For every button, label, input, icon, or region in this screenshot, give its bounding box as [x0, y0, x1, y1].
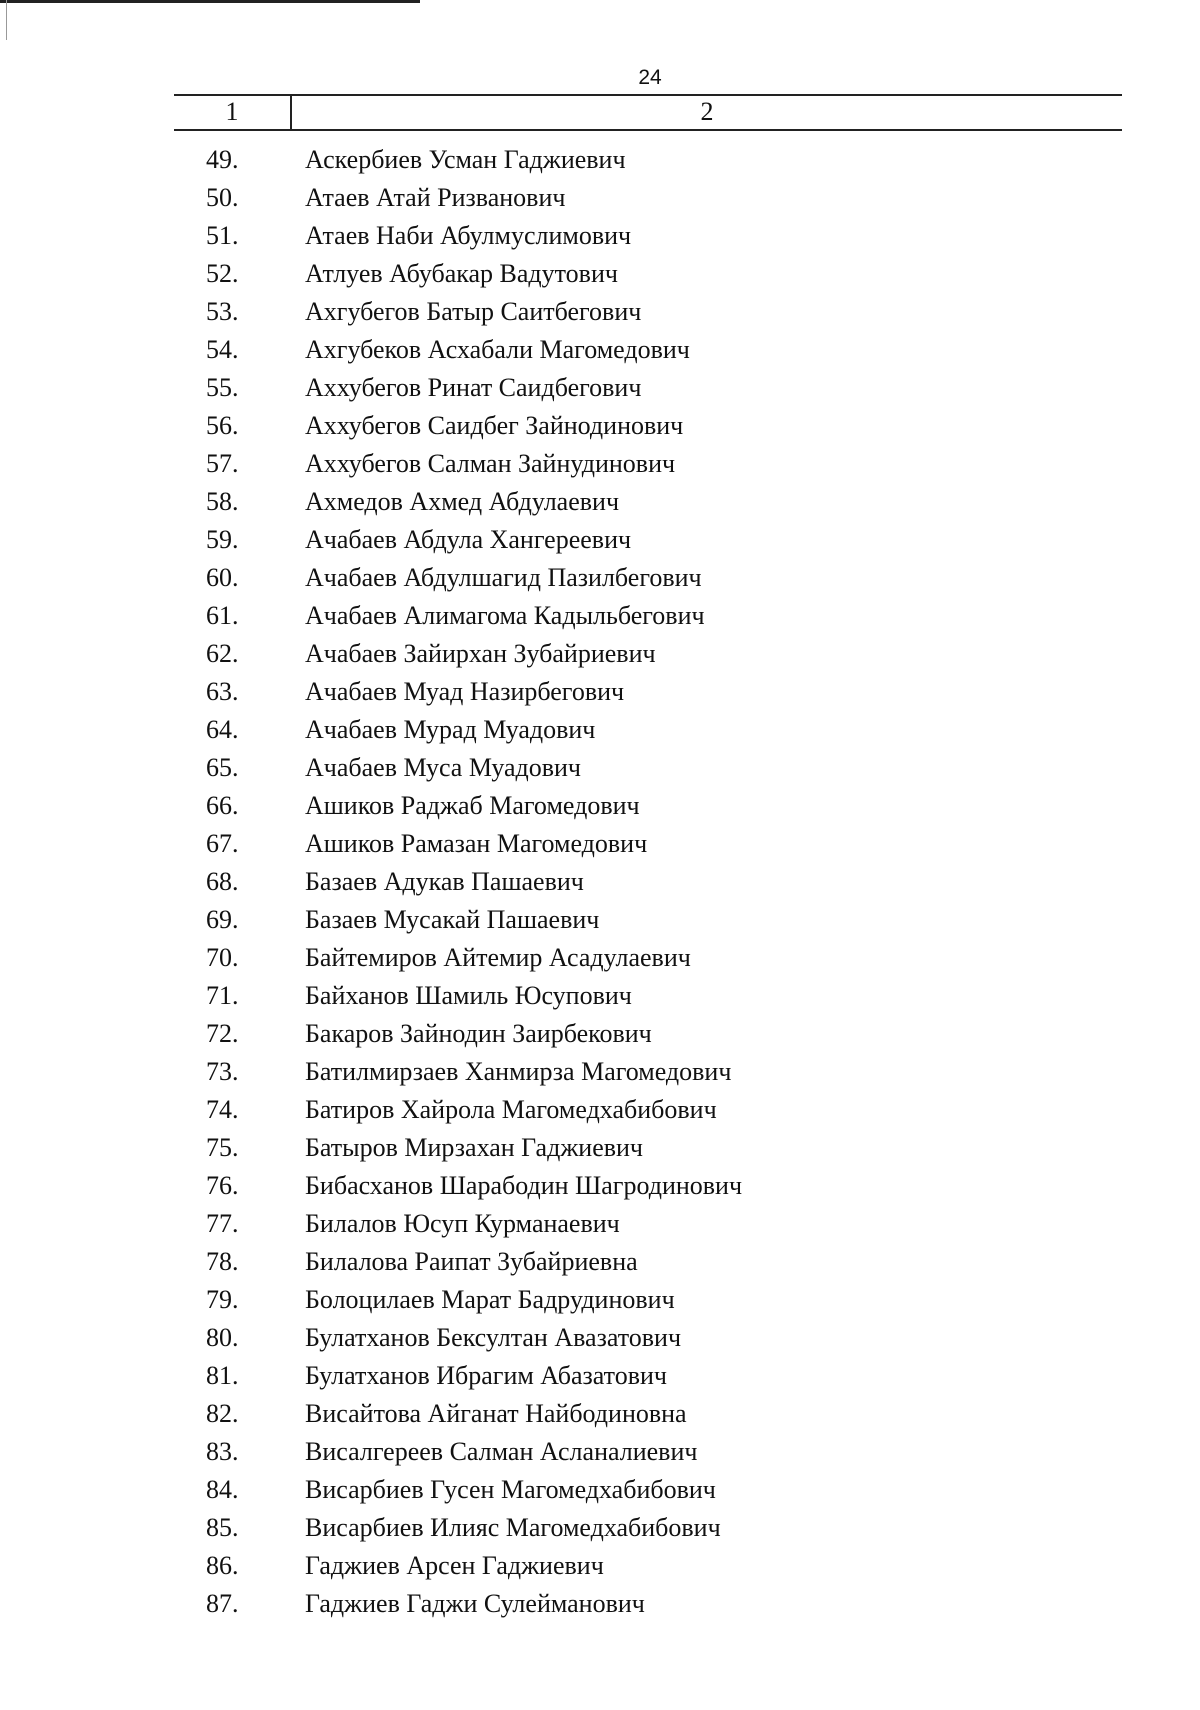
person-name: Бакаров Зайнодин Заирбекович: [305, 1019, 652, 1048]
table-row: [0, 863, 1200, 901]
row-number: 82.: [206, 1399, 239, 1428]
row-number: 79.: [206, 1285, 239, 1314]
table-row: [0, 939, 1200, 977]
row-number: 61.: [206, 601, 239, 630]
table-row: [0, 1243, 1200, 1281]
page-number: 24: [638, 66, 662, 89]
person-name: Ачабаев Абдула Хангереевич: [305, 525, 632, 554]
row-number: 85.: [206, 1513, 239, 1542]
table-row: [0, 559, 1200, 597]
person-name: Базаев Адукав Пашаевич: [305, 867, 584, 896]
person-name: Атлуев Абубакар Вадутович: [305, 259, 618, 288]
person-name: Батиров Хайрола Магомедхабибович: [305, 1095, 717, 1124]
table-row: [0, 673, 1200, 711]
row-number: 62.: [206, 639, 239, 668]
person-name: Аскербиев Усман Гаджиевич: [305, 145, 626, 174]
row-number: 73.: [206, 1057, 239, 1086]
table-row: [0, 331, 1200, 369]
table-row: [0, 293, 1200, 331]
table-row: [0, 1205, 1200, 1243]
row-number: 75.: [206, 1133, 239, 1162]
table-header-rule: [174, 129, 1122, 131]
row-number: 84.: [206, 1475, 239, 1504]
row-number: 49.: [206, 145, 239, 174]
person-name: Болоцилаев Марат Бадрудинович: [305, 1285, 675, 1314]
table-row: [0, 1015, 1200, 1053]
person-name: Байтемиров Айтемир Асадулаевич: [305, 943, 691, 972]
person-name: Батыров Мирзахан Гаджиевич: [305, 1133, 644, 1162]
row-number: 72.: [206, 1019, 239, 1048]
table-row: [0, 445, 1200, 483]
row-number: 63.: [206, 677, 239, 706]
table-row: [0, 635, 1200, 673]
person-name: Бибасханов Шарабодин Шагродинович: [305, 1171, 743, 1200]
row-number: 55.: [206, 373, 239, 402]
table-row: [0, 1319, 1200, 1357]
row-number: 87.: [206, 1589, 239, 1618]
row-number: 83.: [206, 1437, 239, 1466]
person-name: Ачабаев Муса Муадович: [305, 753, 582, 782]
header-column-1: 1: [225, 97, 239, 126]
person-name: Гаджиев Гаджи Сулейманович: [305, 1589, 645, 1618]
table-row: [0, 787, 1200, 825]
table-top-rule: [174, 94, 1122, 96]
person-name: Билалова Раипат Зубайриевна: [305, 1247, 638, 1276]
table-row: [0, 521, 1200, 559]
table-row: [0, 1129, 1200, 1167]
person-name: Аххубегов Саидбег Зайнодинович: [305, 411, 684, 440]
row-number: 57.: [206, 449, 239, 478]
row-number: 86.: [206, 1551, 239, 1580]
row-number: 67.: [206, 829, 239, 858]
table-row: [0, 597, 1200, 635]
row-number: 76.: [206, 1171, 239, 1200]
table-row: [0, 1585, 1200, 1623]
person-name: Ачабаев Муад Назирбегович: [305, 677, 625, 706]
row-number: 50.: [206, 183, 239, 212]
table-row: [0, 369, 1200, 407]
table-row: [0, 1357, 1200, 1395]
name-list: [0, 141, 1200, 1623]
row-number: 70.: [206, 943, 239, 972]
person-name: Байханов Шамиль Юсупович: [305, 981, 632, 1010]
row-number: 64.: [206, 715, 239, 744]
scan-artifact-top-line: [0, 0, 420, 3]
table-row: [0, 901, 1200, 939]
row-number: 59.: [206, 525, 239, 554]
person-name: Булатханов Бексултан Авазатович: [305, 1323, 682, 1352]
table-row: [0, 141, 1200, 179]
table-row: [0, 483, 1200, 521]
table-row: [0, 1167, 1200, 1205]
row-number: 65.: [206, 753, 239, 782]
row-number: 54.: [206, 335, 239, 364]
person-name: Батилмирзаев Ханмирза Магомедович: [305, 1057, 732, 1086]
person-name: Висайтова Айганат Найбодиновна: [305, 1399, 687, 1428]
table-row: [0, 1547, 1200, 1585]
row-number: 58.: [206, 487, 239, 516]
person-name: Базаев Мусакай Пашаевич: [305, 905, 600, 934]
row-number: 66.: [206, 791, 239, 820]
person-name: Ачабаев Зайирхан Зубайриевич: [305, 639, 656, 668]
table-row: [0, 1433, 1200, 1471]
row-number: 77.: [206, 1209, 239, 1238]
table-row: [0, 1281, 1200, 1319]
person-name: Висарбиев Гусен Магомедхабибович: [305, 1475, 716, 1504]
person-name: Гаджиев Арсен Гаджиевич: [305, 1551, 604, 1580]
table-row: [0, 1091, 1200, 1129]
table-row: [0, 255, 1200, 293]
table-row: [0, 1395, 1200, 1433]
table-row: [0, 977, 1200, 1015]
table-row: [0, 1509, 1200, 1547]
person-name: Аххубегов Салман Зайнудинович: [305, 449, 676, 478]
header-column-2: 2: [700, 97, 714, 126]
table-row: [0, 179, 1200, 217]
person-name: Булатханов Ибрагим Абазатович: [305, 1361, 667, 1390]
row-number: 60.: [206, 563, 239, 592]
person-name: Висарбиев Илияс Магомедхабибович: [305, 1513, 721, 1542]
table-row: [0, 825, 1200, 863]
row-number: 80.: [206, 1323, 239, 1352]
row-number: 51.: [206, 221, 239, 250]
person-name: Ахгубегов Батыр Саитбегович: [305, 297, 642, 326]
person-name: Аххубегов Ринат Саидбегович: [305, 373, 642, 402]
table-row: [0, 711, 1200, 749]
person-name: Ахгубеков Асхабали Магомедович: [305, 335, 690, 364]
row-number: 74.: [206, 1095, 239, 1124]
table-row: [0, 1471, 1200, 1509]
person-name: Билалов Юсуп Курманаевич: [305, 1209, 620, 1238]
person-name: Висалгереев Салман Асланалиевич: [305, 1437, 698, 1466]
person-name: Ачабаев Алимагома Кадыльбегович: [305, 601, 705, 630]
row-number: 81.: [206, 1361, 239, 1390]
table-row: [0, 1053, 1200, 1091]
row-number: 71.: [206, 981, 239, 1010]
row-number: 52.: [206, 259, 239, 288]
table-row: [0, 217, 1200, 255]
person-name: Атаев Наби Абулмуслимович: [305, 221, 632, 250]
person-name: Атаев Атай Ризванович: [305, 183, 566, 212]
row-number: 56.: [206, 411, 239, 440]
table-row: [0, 407, 1200, 445]
person-name: Ашиков Раджаб Магомедович: [305, 791, 640, 820]
row-number: 53.: [206, 297, 239, 326]
person-name: Ашиков Рамазан Магомедович: [305, 829, 648, 858]
scan-artifact-left-line: [6, 0, 7, 40]
person-name: Ачабаев Абдулшагид Пазилбегович: [305, 563, 702, 592]
person-name: Ахмедов Ахмед Абдулаевич: [305, 487, 620, 516]
person-name: Ачабаев Мурад Муадович: [305, 715, 596, 744]
table-row: [0, 749, 1200, 787]
row-number: 69.: [206, 905, 239, 934]
row-number: 68.: [206, 867, 239, 896]
row-number: 78.: [206, 1247, 239, 1276]
